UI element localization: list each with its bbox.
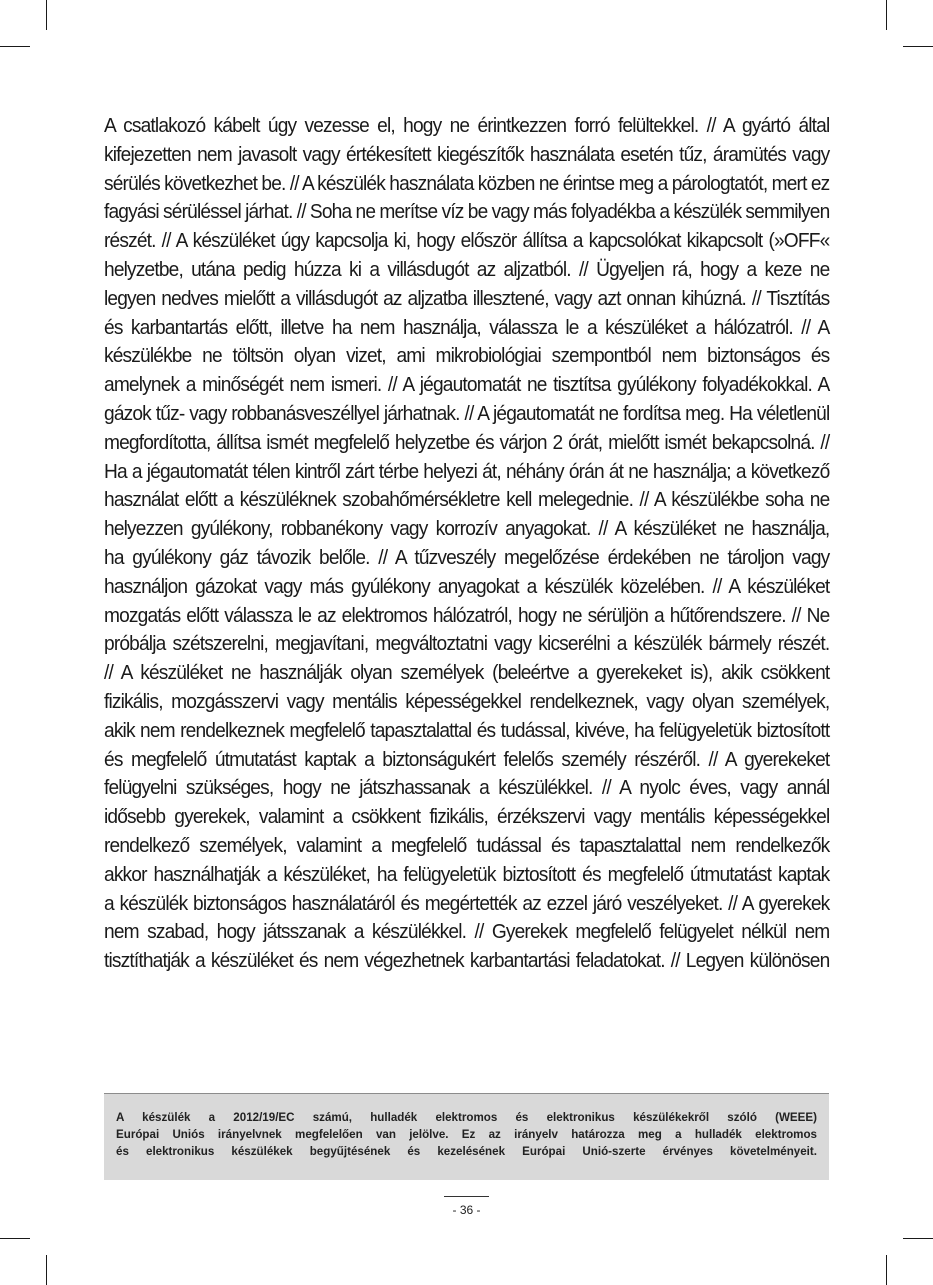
safety-instructions-text [104, 112, 830, 976]
text-line: // A készüléket ne használják olyan személyek (beleértve a gyerekeket is), akik csökkent [104, 661, 830, 685]
crop-mark [0, 1238, 30, 1239]
text-line: akik nem rendelkeznek megfelelő tapasztalattal és tudással, kivéve, ha felügyeletük biztosított [104, 718, 830, 742]
notice-line: A készülék a 2012/19/EC számú, hulladék elektromos és elektronikus készülékekről szóló (WEEE) [116, 1111, 817, 1124]
text-line: rendelkező személyek, valamint a megfelelő tudással és tapasztalattal nem rendelkezők [104, 833, 830, 857]
text-line: idősebb gyerekek, valamint a csökkent fizikális, érzékszervi vagy mentális képességekkel [104, 805, 830, 829]
text-line: a készülék biztonságos használatáról és megértették az ezzel járó veszélyeket. // A gyerekek [104, 891, 830, 915]
crop-mark [903, 46, 933, 47]
weee-notice-box [104, 1093, 829, 1180]
text-line: fizikális, mozgásszervi vagy mentális képességekkel rendelkeznek, vagy olyan személyek, [104, 689, 830, 713]
text-line: készülékbe ne töltsön olyan vizet, ami mikrobiológiai szempontból nem biztonságos és [104, 344, 830, 368]
text-line: használjon gázokat vagy más gyúlékony anyagokat a készülék közelében. // A készüléket [104, 574, 830, 598]
text-line: akkor használhatják a készüléket, ha felügyeletük biztosított és megfelelő útmutatást kaptak [104, 862, 830, 886]
text-line: helyezzen gyúlékony, robbanékony vagy korrozív anyagokat. // A készüléket ne használja, [104, 517, 830, 541]
text-line: nem szabad, hogy játsszanak a készülékkel. // Gyerekek megfelelő felügyelet nélkül nem [104, 920, 830, 944]
crop-mark [886, 1255, 887, 1285]
weee-notice-text [116, 1109, 817, 1160]
crop-mark [903, 1238, 933, 1239]
crop-mark [0, 46, 30, 47]
text-line: megfordította, állítsa ismét megfelelő helyzetbe és várjon 2 órát, mielőtt ismét bekapcsolná. // [104, 430, 830, 454]
text-line: sérülés következhet be. // A készülék használata közben ne érintse meg a párologtatót, mert ez [104, 171, 830, 195]
text-line: amelynek a minőségét nem ismeri. // A jégautomatát ne tisztítsa gyúlékony folyadékokkal. A [104, 373, 830, 397]
notice-line: és elektronikus készülékek begyűjtésének és kezelésének Európai Unió-szerte érvényes követelményeit. [116, 1145, 817, 1158]
text-line: Ha a jégautomatát télen kintről zárt térbe helyezi át, néhány órán át ne használja; a következő [104, 459, 830, 483]
text-line: és megfelelő útmutatást kaptak a biztonságukért felelős személy részéről. // A gyerekeket [104, 747, 830, 771]
text-line: és karbantartás előtt, illetve ha nem használja, válassza le a készüléket a hálózatról. // A [104, 315, 830, 339]
text-line: próbálja szétszerelni, megjavítani, megváltoztatni vagy kicserélni a készülék bármely részét. [104, 632, 830, 656]
crop-mark [46, 1255, 47, 1285]
text-line: A csatlakozó kábelt úgy vezesse el, hogy ne érintkezzen forró felültekkel. // A gyártó által [104, 114, 830, 137]
text-line: legyen nedves mielőtt a villásdugót az aljzatba illesztené, vagy azt onnan kihúzná. // Tisztítás [104, 286, 830, 310]
text-line: gázok tűz- vagy robbanásveszéllyel járhatnak. // A jégautomatát ne fordítsa meg. Ha véletlenül [104, 401, 830, 425]
text-line: felügyelni szükséges, hogy ne játszhassanak a készülékkel. // A nyolc éves, vagy annál [104, 776, 830, 800]
crop-mark [46, 0, 47, 30]
text-line: használat előtt a készüléknek szobahőmérsékletre kell melegednie. // A készülékbe soha ne [104, 488, 830, 512]
text-line: ha gyúlékony gáz távozik belőle. // A tűzveszély megelőzése érdekében ne tároljon vagy [104, 545, 830, 569]
text-line: tisztíthatják a készüléket és nem végezhetnek karbantartási feladatokat. // Legyen különösen [104, 949, 830, 973]
notice-line: Európai Uniós irányelvnek megfelelően van jelölve. Ez az irányelv határozza meg a hulladék elektromos [116, 1128, 817, 1141]
text-line: helyzetbe, utána pedig húzza ki a villásdugót az aljzatból. // Ügyeljen rá, hogy a keze ne [104, 257, 830, 281]
page-number: - 36 - [452, 1203, 481, 1217]
text-line: részét. // A készüléket úgy kapcsolja ki, hogy először állítsa a kapcsolókat kikapcsolt (»OFF« [104, 229, 830, 253]
text-line: kifejezetten nem javasolt vagy értékesített kiegészítők használata esetén tűz, áramütés vagy [104, 142, 830, 166]
text-line: fagyási sérüléssel járhat. // Soha ne merítse víz be vagy más folyadékba a készülék semmilyen [104, 200, 830, 224]
text-line: mozgatás előtt válassza le az elektromos hálózatról, hogy ne sérüljön a hűtőrendszere. // Ne [104, 603, 830, 627]
page-number-rule [444, 1196, 489, 1197]
crop-mark [886, 0, 887, 30]
